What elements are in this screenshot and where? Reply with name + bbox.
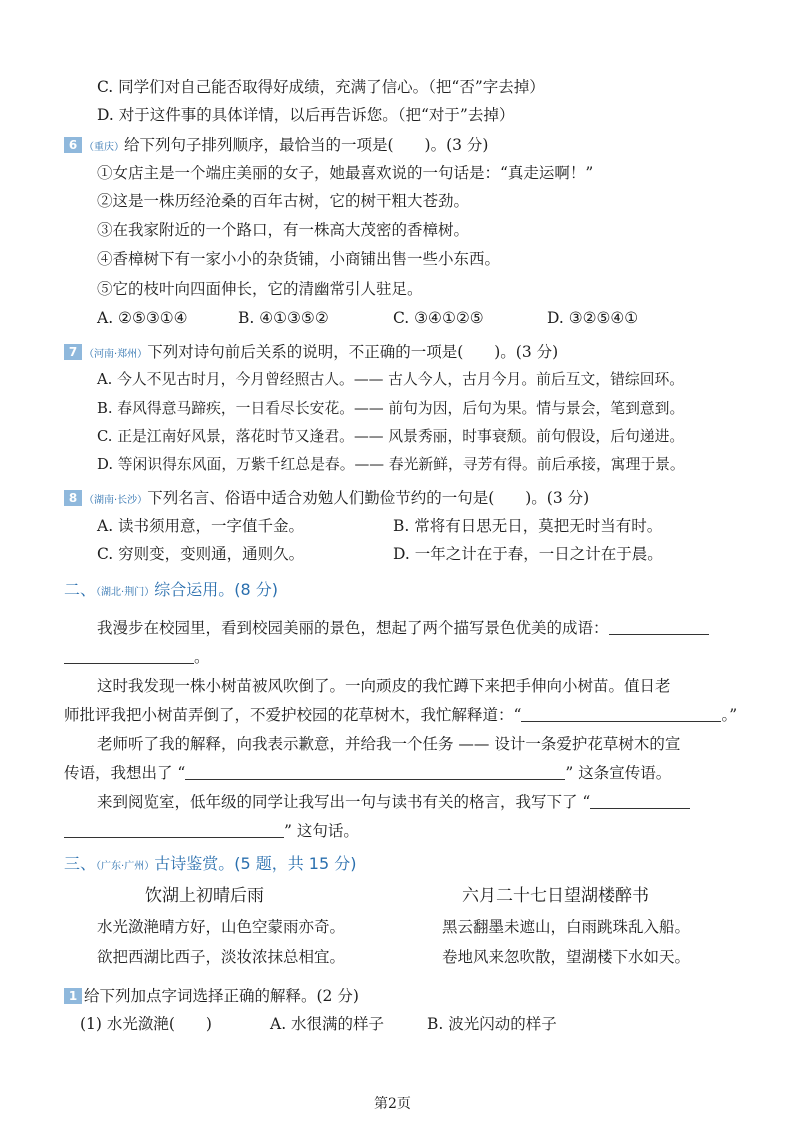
question-stem: 给下列加点字词选择正确的解释。(2 分)	[84, 987, 359, 1005]
poem-2-line-1: 黑云翻墨未遮山，白雨跳珠乱入船。	[442, 918, 691, 936]
question-7	[64, 341, 558, 366]
region-note: （河南·郑州）	[84, 349, 148, 360]
option-b: B. 波光闪动的样子	[427, 1015, 557, 1033]
sentence-2: ②这是一株历经沧桑的百年古树，它的树干粗大苍劲。	[97, 192, 470, 210]
paragraph-text: 我漫步在校园里，看到校园美丽的景色，想起了两个描写景色优美的成语：	[97, 619, 609, 637]
option-c-line: C. 同学们对自己能否取得好成绩，充满了信心。（把“否”字去掉）	[97, 78, 545, 96]
poem-1-line-1: 水光潋滟晴方好，山色空蒙雨亦奇。	[97, 918, 346, 936]
option-d: D. 等闲识得东风面，万紫千红总是春。—— 春光新鲜，寻芳有得。前后承接，寓理于景。	[97, 456, 685, 473]
section-title: 综合运用。(8 分)	[154, 580, 278, 599]
question-stem: 下列对诗句前后关系的说明，不正确的一项是( )。(3 分)	[147, 343, 559, 361]
option-b: B. ④①③⑤②	[238, 309, 329, 327]
question-stem: 给下列句子排列顺序，最恰当的一项是( )。(3 分)	[124, 136, 489, 154]
option-c: C. ③④①②⑤	[393, 309, 484, 327]
answer-blank[interactable]	[64, 649, 194, 664]
answer-blank[interactable]	[64, 823, 284, 838]
section-3-heading	[64, 853, 357, 878]
option-b: B. 春风得意马蹄疾，一日看尽长安花。—— 前句为因，后句为果。情与景会，笔到意到。	[97, 400, 685, 417]
region-note: （重庆）	[84, 142, 124, 153]
option-a: A. ②⑤③①④	[97, 309, 188, 327]
option-a: A. 读书须用意，一字值千金。	[97, 517, 305, 535]
paragraph-text: 。”	[721, 706, 738, 724]
option-d: D. ③②⑤④①	[547, 309, 639, 327]
poem-1-title: 饮湖上初晴后雨	[145, 886, 264, 906]
question-8	[64, 487, 589, 512]
option-c: C. 穷则变，变则通，通则久。	[97, 545, 305, 563]
paragraph-1-cont	[64, 646, 210, 668]
question-number: 7	[64, 344, 82, 360]
answer-blank[interactable]	[521, 707, 721, 722]
paragraph-1	[97, 617, 709, 639]
paragraph-text: ” 这句话。	[284, 822, 359, 840]
option-d: D. 一年之计在于春，一日之计在于晨。	[393, 545, 663, 563]
section-title: 古诗鉴赏。(5 题，共 15 分)	[154, 854, 357, 873]
question-number: 6	[64, 137, 82, 153]
paragraph-text: ” 这条宣传语。	[565, 764, 672, 782]
paragraph-text: 来到阅览室，低年级的同学让我写出一句与读书有关的格言，我写下了 “	[97, 793, 591, 811]
section-prefix: 二、	[64, 580, 97, 599]
paragraph-2: 这时我发现一株小树苗被风吹倒了。一向顽皮的我忙蹲下来把手伸向小树苗。值日老	[97, 677, 671, 695]
question-stem: 下列名言、俗语中适合劝勉人们勤俭节约的一句是( )。(3 分)	[147, 489, 590, 507]
paragraph-text: 师批评我把小树苗弄倒了，不爱护校园的花草树木，我忙解释道：“	[64, 706, 522, 724]
paragraph-4	[97, 791, 690, 813]
option-a: A. 水很满的样子	[270, 1015, 385, 1033]
region-note: （湖北·荆门）	[96, 587, 155, 598]
region-note: （广东·广州）	[96, 861, 155, 872]
page-number: 第2页	[374, 1096, 411, 1112]
section-2-heading	[64, 579, 278, 604]
sentence-5: ⑤它的枝叶向四面伸长，它的清幽常引人驻足。	[97, 280, 423, 298]
sentence-4: ④香樟树下有一家小小的杂货铺，小商铺出售一些小东西。	[97, 250, 501, 268]
section-prefix: 三、	[64, 854, 97, 873]
answer-blank[interactable]	[590, 794, 690, 809]
paragraph-text: 传语，我想出了 “	[64, 764, 186, 782]
question-number: 8	[64, 490, 82, 506]
option-c: C. 正是江南好风景，落花时节又逢君。—— 风景秀丽，时事衰颓。前句假设，后句递进。	[97, 428, 685, 445]
option-b: B. 常将有日思无日，莫把无时当有时。	[393, 517, 663, 535]
question-1	[64, 985, 359, 1007]
option-a: A. 今人不见古时月，今月曾经照古人。—— 古人今人，古月今月。前后互文，错综回环。	[97, 371, 685, 388]
poem-2-line-2: 卷地风来忽吹散，望湖楼下水如天。	[442, 948, 691, 966]
sentence-1: ①女店主是一个端庄美丽的女子，她最喜欢说的一句话是：“真走运啊！”	[97, 164, 594, 182]
paragraph-3-cont	[64, 762, 671, 784]
question-6	[64, 134, 488, 159]
paragraph-2-cont	[64, 704, 737, 726]
sentence-3: ③在我家附近的一个路口，有一株高大茂密的香樟树。	[97, 221, 470, 239]
question-number: 1	[64, 988, 82, 1004]
answer-blank[interactable]	[185, 765, 565, 780]
question-1-item: (1) 水光潋滟( )	[80, 1015, 212, 1033]
paragraph-text: 。	[194, 648, 210, 666]
option-d-line: D. 对于这件事的具体详情，以后再告诉您。（把“对于”去掉）	[97, 106, 515, 124]
poem-2-title: 六月二十七日望湖楼醉书	[462, 886, 649, 906]
answer-blank[interactable]	[609, 620, 709, 635]
paragraph-3: 老师听了我的解释，向我表示歉意，并给我一个任务 —— 设计一条爱护花草树木的宣	[97, 735, 681, 753]
paragraph-4-cont	[64, 820, 359, 842]
region-note: （湖南·长沙）	[84, 495, 148, 506]
poem-1-line-2: 欲把西湖比西子，淡妆浓抹总相宜。	[97, 948, 346, 966]
